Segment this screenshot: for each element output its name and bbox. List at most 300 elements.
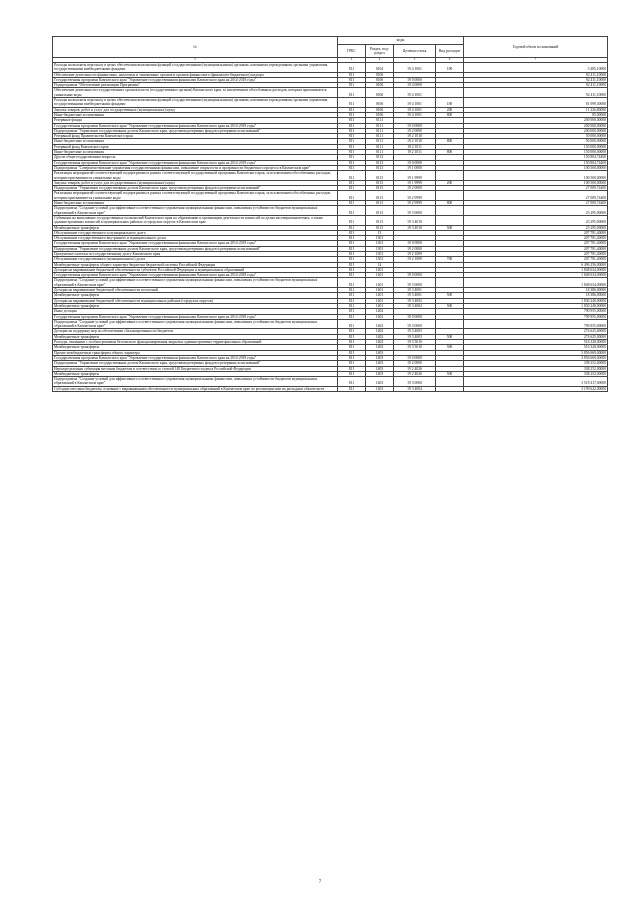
row-section: 1401 [366,293,394,298]
row-section: 0106 [366,112,394,117]
row-grbs: 811 [338,107,366,112]
row-amount: 85,00000 [464,112,608,117]
row-name: Иные бюджетные ассигнования [53,139,338,144]
row-amount: 338 252,00000 [464,361,608,366]
row-expense-type [436,386,464,391]
row-name: Расходы на выплаты персоналу в целях обеспечения выполнения функций государственными (муниципальными) органами, казенными учреждениями, органами управления государственными внебюджетными фондами [53,63,338,73]
row-target: 19 0 0000 [394,355,436,360]
row-section: 1403 [366,350,394,355]
row-section: 0106 [366,77,394,82]
row-section: 1403 [366,361,394,366]
row-name: Обслуживание государственного (муниципального) долга [53,257,338,262]
row-name: Межбюджетные трансферты общего характера бюджетам бюджетной системы Российской Федерации [53,262,338,267]
row-amount: 150 000,00000 [464,144,608,149]
row-name: Подпрограмма "Создание условий для эффективного и ответственного управления муниципальными финансами, повышения устойчивости бюджетов муниципальных образований в Камчатском крае" [53,377,338,387]
row-target: 19 2 4026 [394,371,436,376]
row-target: 19 3 0000 [394,319,436,329]
row-name: Межбюджетные трансферты [53,371,338,376]
row-target: 19 2 9999 [394,201,436,206]
table-row [53,88,608,98]
table-row [53,319,608,329]
row-grbs: 811 [338,371,366,376]
row-name: Межбюджетные трансферты [53,345,338,350]
row-amount: 338 252,00000 [464,366,608,371]
row-target: 19 3 5010 [394,340,436,345]
row-target: 19 2 1009 [394,257,436,262]
row-section: 1401 [366,278,394,288]
row-grbs: 811 [338,191,366,201]
row-amount: 790 955,00000 [464,309,608,314]
row-grbs: 811 [338,118,366,123]
row-section: 0113 [366,171,394,181]
row-target: 19 3 5010 [394,345,436,350]
row-amount: 92 411,10000 [464,77,608,82]
row-grbs: 811 [338,340,366,345]
row-section: 0113 [366,201,394,206]
row-target: 19 1 9999 [394,171,436,181]
row-amount: 274 625,00000 [464,334,608,339]
table-header-row [53,37,608,45]
row-section: 0111 [366,123,394,128]
row-target: 19 2 1011 [394,150,436,155]
row-amount: 3 856 669,00000 [464,350,608,355]
row-target: 19 1 9999 [394,180,436,185]
row-section: 1402 [366,340,394,345]
row-name: Подпрограмма "Создание условий для эффективного и ответственного управления муниципальными финансами, повышения устойчивости бюджетов муниципальных образований в Камчатском крае" [53,319,338,329]
table-row [53,98,608,108]
row-grbs: 811 [338,98,366,108]
row-amount: 150 804,74400 [464,155,608,160]
row-amount: 516 328,00000 [464,345,608,350]
row-grbs: 811 [338,206,366,216]
row-amount: 23 295,00000 [464,215,608,225]
row-target: 19 3 0000 [394,377,436,387]
row-amount: 92 411,10000 [464,83,608,88]
row-amount: 3 518 417,00000 [464,377,608,387]
row-section: 0104 [366,63,394,73]
row-grbs: 811 [338,72,366,77]
column-number: 3 [338,58,366,63]
row-expense-type [436,215,464,225]
row-amount: 790 955,00000 [464,314,608,319]
table-row [53,215,608,225]
row-name: Межбюджетные трансферты [53,334,338,339]
row-grbs: 811 [338,225,366,230]
row-expense-type: 500 [436,371,464,376]
row-target: 19 2 0000 [394,186,436,191]
table-row [53,171,608,181]
row-grbs: 811 [338,350,366,355]
row-grbs: 811 [338,112,366,117]
row-name: Резервный фонд Камчатского края [53,144,338,149]
row-target: 19 0 0000 [394,241,436,246]
row-target: 19 4 1001 [394,112,436,117]
row-target: 19 3 4010 [394,225,436,230]
row-name: Межбюджетные трансферты [53,293,338,298]
row-amount: 200 000,00000 [464,118,608,123]
row-name: Реализация мероприятий соответствующей подпрограммы в рамках соответствующей государственной программы Камчатского края, за исключением обособленных расходов, которым присваиваются уникальные коды [53,171,338,181]
row-section: 14 [366,262,394,267]
row-amount: 50 000,00000 [464,134,608,139]
header-target: Целевая статья [394,45,436,58]
row-amount: 27 009,74400 [464,191,608,201]
row-amount: 150 804,74400 [464,160,608,165]
row-section: 0106 [366,107,394,112]
header-codes-group: коды [338,37,464,45]
row-amount: 274 625,00000 [464,329,608,334]
row-target: 19 2 0000 [394,361,436,366]
row-grbs: 811 [338,293,366,298]
row-target: 19 3 4002 [394,298,436,303]
table-row [53,191,608,201]
row-target: 19 4 1001 [394,107,436,112]
row-section: 1301 [366,236,394,241]
row-section: 1403 [366,371,394,376]
row-grbs: 811 [338,345,366,350]
row-amount: 207 781,40000 [464,257,608,262]
row-amount: 92 411,10000 [464,72,608,77]
row-grbs: 811 [338,201,366,206]
row-name: Подпрограмма "Управление государственным долгом Камчатского края, средствами резервных фондов и резервами ассигнований" [53,128,338,133]
table-row [53,63,608,73]
row-section: 0111 [366,118,394,123]
page-number: 7 [318,880,322,885]
row-name: Иные бюджетные ассигнования [53,150,338,155]
row-target: 19 4 1001 [394,98,436,108]
row-grbs: 811 [338,377,366,387]
row-grbs: 811 [338,215,366,225]
row-amount: 338 252,00000 [464,371,608,376]
row-name: Подпрограмма "Создание условий для эффективного и ответственного управления муниципальными финансами, повышения устойчивости бюджетов муниципальных образований в Камчатском крае" [53,206,338,216]
row-section: 0106 [366,72,394,77]
row-amount: 3 856 669,00000 [464,355,608,360]
row-expense-type [436,191,464,201]
row-expense-type: 100 [436,63,464,73]
row-section: 0113 [366,160,394,165]
row-grbs: 811 [338,128,366,133]
row-name: Дотации на выравнивание бюджетной обеспеченности субъектов Российской Федерации и муниципальных образований [53,267,338,272]
row-grbs: 811 [338,355,366,360]
row-section: 0113 [366,165,394,170]
row-target: 19 0 0000 [394,77,436,82]
row-grbs: 811 [338,144,366,149]
row-section: 1401 [366,267,394,272]
row-name: Государственная программа Камчатского края "Управление государственными финансами Камчатского края на 2014-2018 годы" [53,77,338,82]
row-section: 1301 [366,257,394,262]
row-grbs: 811 [338,236,366,241]
row-grbs: 811 [338,298,366,303]
row-grbs: 811 [338,160,366,165]
row-name: Государственная программа Камчатского края "Управление государственными финансами Камчатского края на 2014-2018 годы" [53,241,338,246]
row-section: 1401 [366,298,394,303]
row-amount: 200 000,00000 [464,128,608,133]
row-grbs: 811 [338,334,366,339]
row-section: 0106 [366,98,394,108]
row-target: 19 0 0000 [394,273,436,278]
row-target: 19 3 4002 [394,303,436,308]
row-name: Расходы, связанные с особым режимом безопасного функционирования закрытых административно-территориальных образований [53,340,338,345]
row-name: Субсидии местным бюджетам, основные с выравниванием обеспеченности муниципальных образований в Камчатском крае по реализации ими их расходных обязательств [53,386,338,391]
row-amount: 27 009,74400 [464,201,608,206]
row-grbs: 811 [338,150,366,155]
table-row [53,377,608,387]
header-grbs: ГРБС [338,45,366,58]
row-grbs: 811 [338,88,366,98]
row-section: 1403 [366,366,394,371]
row-name: Резервный фонд Правительства Камчатского края [53,134,338,139]
row-name: Подпрограмма "Управление государственным долгом Камчатского края, средствами резервных фондов и резервами ассигнований" [53,246,338,251]
row-name: Государственная программа Камчатского края "Управление государственными финансами Камчатского края на 2014-2018 годы" [53,160,338,165]
row-target: 19 2 0000 [394,128,436,133]
row-name: Субвенции на выполнение государственных полномочий Камчатского края по образованию и организации деятельности комиссий по делам несовершеннолетних, а также административных комиссий в муниципальных районах и городских округах в Камчатском крае [53,215,338,225]
row-section: 1402 [366,319,394,329]
row-target: 19 4 1001 [394,63,436,73]
row-amount: 100 500,00000 [464,171,608,181]
row-grbs: 811 [338,319,366,329]
header-expense-type: Вид расходов [436,45,464,58]
row-section: 1301 [366,251,394,256]
row-grbs: 811 [338,278,366,288]
row-amount: 100 500,00000 [464,180,608,185]
row-grbs: 811 [338,288,366,293]
column-number: 7 [464,58,608,63]
row-name: Подпрограмма "Управление государственным долгом Камчатского края, средствами резервных фондов и резервами ассигнований" [53,186,338,191]
row-target: 19 2 9999 [394,191,436,201]
row-name: Обслуживание государственного внутреннего и муниципального долга [53,236,338,241]
row-amount: 3 485,10000 [464,63,608,73]
row-section: 0113 [366,215,394,225]
row-grbs: 811 [338,257,366,262]
row-section: 0106 [366,83,394,88]
row-expense-type: 500 [436,334,464,339]
row-target: 19 2 1010 [394,139,436,144]
header-amount: Годовой объем ассигнований [464,37,608,58]
row-expense-type: 800 [436,201,464,206]
row-name: Прочие межбюджетные трансферты общего характера [53,350,338,355]
header-number: № [53,37,338,58]
row-name: Дотации на выравнивание бюджетной обеспеченности муниципальных районов (городских округов) [53,298,338,303]
row-expense-type: 200 [436,180,464,185]
row-target: 19 3 0000 [394,206,436,216]
row-expense-type: 500 [436,293,464,298]
row-amount: 790 955,00000 [464,319,608,329]
row-section: 1403 [366,377,394,387]
row-name: Иные бюджетные ассигнования [53,201,338,206]
row-amount: 150 000,00000 [464,150,608,155]
row-grbs: 811 [338,361,366,366]
row-section: 0111 [366,139,394,144]
row-expense-type: 500 [436,303,464,308]
row-target: 19 3 4003 [394,334,436,339]
row-grbs: 811 [338,309,366,314]
row-target: 19 2 0000 [394,246,436,251]
row-grbs: 811 [338,262,366,267]
column-number: 5 [394,58,436,63]
row-amount: 516 328,00000 [464,340,608,345]
row-section: 1301 [366,246,394,251]
row-target: 19 3 4003 [394,329,436,334]
row-expense-type [436,171,464,181]
row-section: 0113 [366,225,394,230]
row-name: Иные дотации [53,309,338,314]
row-amount: 1 848 634,00000 [464,267,608,272]
row-section: 0111 [366,144,394,149]
row-section: 0111 [366,134,394,139]
row-section: 0111 [366,150,394,155]
row-grbs: 811 [338,83,366,88]
row-amount: 3 199 622,00000 [464,386,608,391]
row-grbs: 811 [338,366,366,371]
row-section: 1401 [366,288,394,293]
row-section: 0113 [366,191,394,201]
row-name: Подпрограмма "Управление государственным долгом Камчатского края, средствами резервных фондов и резервами ассигнований" [53,361,338,366]
row-section: 1403 [366,386,394,391]
row-amount: 1 830 248,00000 [464,298,608,303]
row-name: Обеспечение деятельности государственных органов власти (государственных органов) Камчатского края, за исключением обособленных расходов, которым присваиваются уникальные коды [53,88,338,98]
row-expense-type: 700 [436,257,464,262]
column-number: 6 [436,58,464,63]
row-expense-type: 500 [436,225,464,230]
row-amount: 27 009,74400 [464,186,608,191]
row-target: 19 1 0000 [394,165,436,170]
row-name: Дотации на выравнивание бюджетной обеспеченности поселений [53,288,338,293]
row-grbs: 811 [338,77,366,82]
row-section: 1402 [366,309,394,314]
row-target: 19 3 0000 [394,278,436,288]
row-amount: 207 781,40000 [464,236,608,241]
table-row [53,278,608,288]
row-expense-type [436,377,464,387]
row-amount: 50 000,00000 [464,139,608,144]
row-target: 19 2 1011 [394,144,436,149]
row-target: 19 2 4026 [394,366,436,371]
row-target: 19 0 0000 [394,314,436,319]
row-section: 1403 [366,355,394,360]
row-grbs: 811 [338,273,366,278]
table-row [53,386,608,391]
row-amount: 18 386,00000 [464,288,608,293]
row-section: 0113 [366,180,394,185]
row-target: 19 3 4010 [394,215,436,225]
row-section: 1401 [366,273,394,278]
row-name: Реализация мероприятий соответствующей подпрограммы в рамках соответствующей государственной программы Камчатского края, за исключением обособленных расходов, которым присваиваются уникальные коды [53,191,338,201]
row-grbs: 811 [338,171,366,181]
row-grbs: 811 [338,155,366,160]
row-expense-type [436,206,464,216]
row-name: Государственная программа Камчатского края "Управление государственными финансами Камчатского края на 2014-2018 годы" [53,355,338,360]
row-section: 1401 [366,303,394,308]
row-section: 0113 [366,155,394,160]
row-amount: 81 099,30000 [464,98,608,108]
row-section: 1402 [366,345,394,350]
row-expense-type: 800 [436,150,464,155]
row-expense-type: 500 [436,345,464,350]
row-amount: 1 848 634,00000 [464,273,608,278]
row-expense-type: 800 [436,139,464,144]
row-name: Процентные платежи по государственному долгу Камчатского края [53,251,338,256]
row-name: Межбюджетные трансферты [53,303,338,308]
row-grbs: 811 [338,180,366,185]
row-target: 19 0 0000 [394,123,436,128]
row-amount: 100 500,00000 [464,165,608,170]
row-name: Другие общегосударственные вопросы [53,155,338,160]
row-name: Иные бюджетные ассигнования [53,112,338,117]
row-name: Обслуживание государственного и муниципального долга [53,230,338,235]
row-section: 1301 [366,241,394,246]
row-name: Нераспределенная субвенция местным бюджетам в соответствии со статьей 140 Бюджетного кодекса Российской Федерации [53,366,338,371]
row-target: 19 3 4004 [394,386,436,391]
row-name: Обеспечение деятельности финансовых, налоговых и таможенных органов и органов финансового (финансово-бюджетного) надзора [53,72,338,77]
row-name: Государственная программа Камчатского края "Управление государственными финансами Камчатского края на 2014-2018 годы" [53,314,338,319]
row-name: Резервные фонды [53,118,338,123]
row-expense-type [436,278,464,288]
row-expense-type: 100 [436,98,464,108]
row-amount: 11 226,80000 [464,107,608,112]
row-grbs: 811 [338,267,366,272]
row-grbs: 811 [338,63,366,73]
row-amount: 200 000,00000 [464,123,608,128]
row-amount: 23 295,00000 [464,225,608,230]
header-section: Раздел, под-раздел [366,45,394,58]
row-amount: 1 848 634,00000 [464,278,608,288]
row-amount: 23 295,00000 [464,206,608,216]
row-expense-type [436,319,464,329]
row-grbs: 811 [338,139,366,144]
row-section: 0113 [366,186,394,191]
budget-allocation-table [52,36,608,392]
row-grbs: 811 [338,165,366,170]
row-grbs: 811 [338,329,366,334]
row-amount: 6 496 256,00000 [464,262,608,267]
column-number: 4 [366,58,394,63]
column-number: 2 [53,58,338,63]
row-amount: 92 411,10000 [464,88,608,98]
table-body [53,63,608,392]
row-name: Подпрограмма "Совершенствование управления государственными финансами, повышение открытости и прозрачности бюджетного процесса в Камчатском крае" [53,165,338,170]
row-target: 19 0 0000 [394,160,436,165]
row-target: 19 3 4001 [394,293,436,298]
row-name: Дотации на поддержку мер по обеспечению сбалансированности бюджетов [53,329,338,334]
row-grbs: 811 [338,386,366,391]
row-name: Государственная программа Камчатского края "Управление государственными финансами Камчатского края на 2014-2018 годы" [53,273,338,278]
row-name: Расходы на выплаты персоналу в целях обеспечения выполнения функций государственными (муниципальными) органами, казенными учреждениями, органами управления государственными внебюджетными фондами [53,98,338,108]
row-target: 19 3 4001 [394,288,436,293]
row-expense-type: 800 [436,112,464,117]
row-name: Закупка товаров, работ и услуг для государственных (муниципальных) нужд [53,180,338,185]
row-amount: 207 781,40000 [464,241,608,246]
row-name: Закупка товаров, работ и услуг для государственных (муниципальных) нужд [53,107,338,112]
row-grbs: 811 [338,246,366,251]
row-amount: 207 781,40000 [464,246,608,251]
row-section: 0111 [366,128,394,133]
row-section: 0113 [366,206,394,216]
row-grbs: 811 [338,241,366,246]
row-grbs: 811 [338,251,366,256]
row-expense-type [436,88,464,98]
row-grbs: 811 [338,303,366,308]
row-amount: 18 386,00000 [464,293,608,298]
row-amount: 207 781,40000 [464,230,608,235]
row-target: 19 2 1009 [394,251,436,256]
row-amount: 207 781,40000 [464,251,608,256]
row-target: 19 4 0000 [394,83,436,88]
row-target: 19 4 1001 [394,88,436,98]
row-section: 13 [366,230,394,235]
row-name: Подпрограмма "Обеспечение реализации Программы" [53,83,338,88]
row-target: 19 2 1010 [394,134,436,139]
table-row [53,206,608,216]
row-name: Государственная программа Камчатского края "Управление государственными финансами Камчатского края на 2014-2018 годы" [53,123,338,128]
